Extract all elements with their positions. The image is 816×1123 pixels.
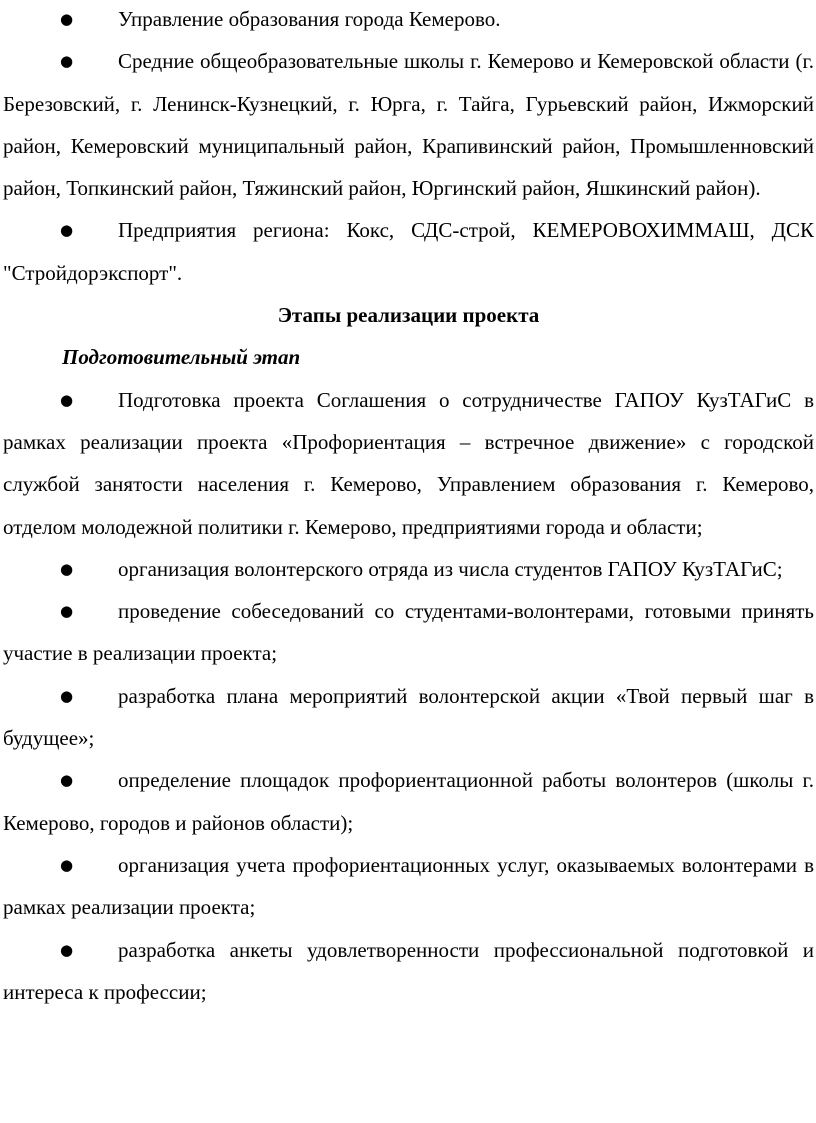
bullet-icon: ● [60, 940, 74, 959]
bullet-icon: ● [60, 855, 74, 874]
bullet-icon: ● [60, 771, 74, 790]
list-item [3, 0, 814, 40]
list-item [3, 548, 814, 590]
section-title: Этапы реализации проекта [277, 303, 540, 328]
list-item-text: проведение собеседований со студентами-волонтерами, готовыми принять участие в реализации проекта; [3, 599, 814, 666]
list-item-text: Управление образования города Кемерово. [118, 7, 501, 31]
bullet-icon: ● [60, 559, 74, 578]
bullet-icon: ● [60, 602, 74, 621]
bullet-icon: ● [60, 52, 74, 71]
list-item [3, 40, 814, 209]
list-item-text: определение площадок профориентационной работы волонтеров (школы г. Кемерово, городов и районов области); [3, 768, 814, 835]
list-item-text: Предприятия региона: Кокс, СДС-строй, КЕМЕРОВОХИММАШ, ДСК "Стройдорэкспорт". [3, 218, 814, 285]
list-item [3, 844, 814, 929]
list-item-text: организация волонтерского отряда из числа студентов ГАПОУ КузТАГиС; [118, 556, 783, 581]
bullet-icon: ● [60, 10, 74, 28]
bullet-icon: ● [60, 686, 74, 705]
stage-title: Подготовительный этап [62, 345, 301, 370]
list-item [3, 379, 814, 548]
bullet-icon: ● [60, 390, 74, 409]
list-item [3, 929, 814, 1014]
bullet-icon: ● [60, 221, 74, 240]
list-item-text: разработка плана мероприятий волонтерской акции «Твой первый шаг в будущее»; [3, 683, 814, 751]
list-item [3, 759, 814, 844]
list-item-text: Средние общеобразовательные школы г. Кемерово и Кемеровской области (г. Березовский, г. Ленинск-Кузнецкий, г. Юрга, г. Тайга, Гурьевский район, Ижморский район, Кемеровский муниципальный район, Крапивинский район, Промышленновский район, Топкинский район, Тяжинский район, Юргинский район, Яшкинский район). [3, 49, 814, 201]
list-item [3, 675, 814, 760]
list-item [3, 209, 814, 294]
list-item-text: разработка анкеты удовлетворенности профессиональной подготовкой и интереса к профессии; [3, 937, 814, 1004]
list-item [3, 590, 814, 675]
list-item-text: организация учета профориентационных услуг, оказываемых волонтерами в рамках реализации проекта; [3, 852, 814, 920]
list-item-text: Подготовка проекта Соглашения о сотрудничестве ГАПОУ КузТАГиС в рамках реализации проекта «Профориентация – встречное движение» с городской службой занятости населения г. Кемерово, Управлением образования г. Кемерово, отделом молодежной политики г. Кемерово, предприятиями города и области; [3, 387, 814, 539]
